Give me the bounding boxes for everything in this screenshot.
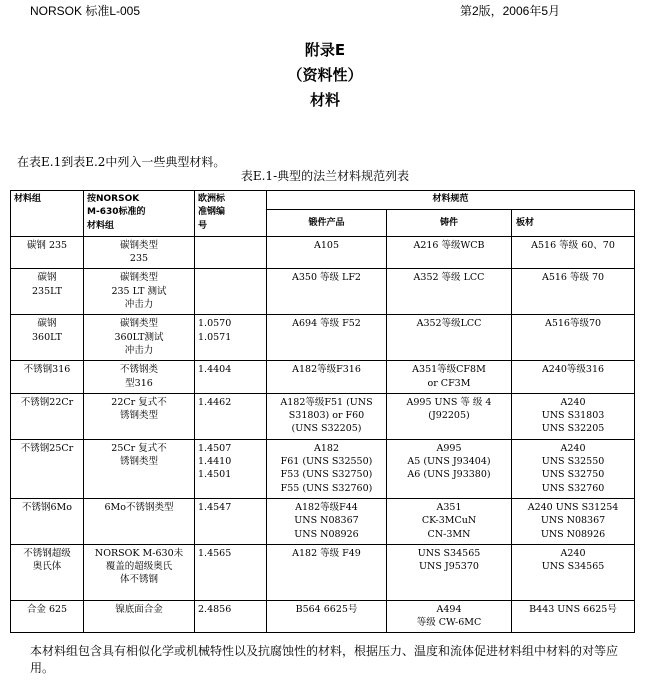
cell-line: A240 bbox=[560, 396, 586, 408]
table-row bbox=[11, 439, 635, 498]
cell-line: 235 bbox=[129, 253, 149, 265]
cell-line: 锈钢类型 bbox=[119, 456, 158, 468]
header-norsok-line: 按NORSOK bbox=[87, 194, 140, 204]
cell-line: B443 UNS 6625号 bbox=[529, 603, 617, 615]
cell-forgings bbox=[267, 393, 387, 439]
cell-line: 1.4410 bbox=[198, 456, 232, 468]
cell-plates bbox=[512, 361, 635, 394]
cell-line: 360LT测试 bbox=[114, 331, 164, 343]
cell-forgings bbox=[267, 269, 387, 315]
header-castings: 铸件 bbox=[387, 210, 512, 236]
header-eu-line: 准钢编 bbox=[198, 207, 226, 218]
cell-line: 2.4856 bbox=[198, 603, 232, 615]
cell-line: A240 UNS S31254 bbox=[527, 501, 619, 513]
cell-line: UNS N08926 bbox=[540, 528, 606, 540]
cell-eu-steel-number bbox=[195, 361, 267, 394]
cell-line: A182 等级 F49 bbox=[292, 547, 361, 559]
cell-norsok-group bbox=[84, 361, 195, 394]
cell-line: 6Mo不锈钢类型 bbox=[104, 501, 174, 513]
cell-line: UNS N08367 bbox=[294, 515, 359, 527]
cell-line: CK-3MCuN bbox=[421, 515, 477, 527]
cell-castings bbox=[387, 600, 512, 633]
cell-line: 不锈钢316 bbox=[23, 364, 71, 376]
cell-line: A5 (UNS J93404) bbox=[407, 456, 491, 468]
cell-plates bbox=[512, 498, 635, 544]
cell-norsok-group bbox=[84, 393, 195, 439]
header-eu-line: 欧洲标 bbox=[198, 194, 226, 204]
header-edition-date: 第2版，2006年5月 bbox=[459, 4, 560, 18]
cell-line: UNS S32205 bbox=[541, 423, 605, 435]
header-norsok-line: M-630标准的 bbox=[87, 207, 146, 218]
cell-line: 1.4547 bbox=[198, 501, 232, 513]
cell-line: 冲击力 bbox=[124, 299, 154, 311]
cell-line: A240 bbox=[560, 547, 586, 559]
cell-line: A350 等级 LF2 bbox=[292, 272, 361, 284]
cell-material-group bbox=[11, 498, 84, 544]
cell-line: 1.4501 bbox=[198, 469, 232, 481]
cell-line: 不锈钢超级 bbox=[23, 547, 71, 559]
cell-line: A182等级F51 (UNS bbox=[280, 396, 373, 408]
cell-norsok-group bbox=[84, 544, 195, 600]
cell-line: UNS S34565 bbox=[541, 561, 605, 573]
cell-forgings bbox=[267, 600, 387, 633]
cell-line: A352等级LCC bbox=[416, 318, 482, 330]
cell-line: F53 (UNS S32750) bbox=[280, 469, 373, 481]
cell-forgings bbox=[267, 236, 387, 269]
table-row bbox=[11, 600, 635, 633]
header-standard-name: NORSOK 标准L-005 bbox=[30, 4, 141, 18]
cell-eu-steel-number bbox=[195, 315, 267, 361]
cell-line: UNS N08367 bbox=[540, 515, 606, 527]
annex-title bbox=[0, 38, 650, 113]
cell-plates bbox=[512, 315, 635, 361]
cell-plates bbox=[512, 269, 635, 315]
cell-line: S31803) or F60 bbox=[288, 410, 365, 422]
cell-material-group bbox=[11, 361, 84, 394]
cell-material-group bbox=[11, 269, 84, 315]
cell-line: 等级 CW-6MC bbox=[416, 617, 482, 629]
header-eu-steel-number bbox=[195, 191, 267, 237]
annex-title-line-2: （资料性） bbox=[287, 66, 363, 84]
cell-line: 锈钢类型 bbox=[119, 410, 158, 422]
cell-line: 碳钢 235 bbox=[26, 239, 68, 251]
cell-line: CN-3MN bbox=[427, 528, 471, 540]
cell-castings bbox=[387, 544, 512, 600]
cell-line: A694 等级 F52 bbox=[292, 318, 361, 330]
cell-eu-steel-number bbox=[195, 439, 267, 498]
cell-material-group bbox=[11, 600, 84, 633]
cell-line: A240 bbox=[560, 442, 586, 454]
cell-eu-steel-number bbox=[195, 498, 267, 544]
footer-note: 本材料组包含具有相似化学或机械特性以及抗腐蚀性的材料，根据压力、温度和流体促进材料组中材料的对等应用。 bbox=[30, 644, 619, 675]
header-norsok-group bbox=[84, 191, 195, 237]
cell-eu-steel-number bbox=[195, 393, 267, 439]
cell-line: A182 bbox=[314, 442, 339, 454]
cell-line: A494 bbox=[436, 603, 462, 615]
table-row bbox=[11, 393, 635, 439]
cell-line: A995 UNS 等 级 4 bbox=[406, 396, 492, 408]
cell-line: 碳钢 bbox=[37, 272, 57, 284]
cell-line: F61 (UNS S32550) bbox=[280, 456, 373, 468]
cell-plates bbox=[512, 393, 635, 439]
cell-forgings bbox=[267, 439, 387, 498]
cell-line: 不锈钢6Mo bbox=[22, 501, 72, 513]
cell-line: UNS J95370 bbox=[419, 561, 479, 573]
cell-line: A216 等级WCB bbox=[413, 239, 485, 251]
cell-eu-steel-number bbox=[195, 600, 267, 633]
cell-line: NORSOK M-630未 bbox=[94, 547, 184, 559]
cell-line: A351 bbox=[436, 501, 462, 513]
cell-line: A240等级316 bbox=[541, 364, 605, 376]
cell-castings bbox=[387, 236, 512, 269]
cell-eu-steel-number bbox=[195, 236, 267, 269]
cell-line: 冲击力 bbox=[124, 344, 154, 356]
cell-castings bbox=[387, 393, 512, 439]
cell-line: A351等级CF8M bbox=[412, 364, 486, 376]
cell-eu-steel-number bbox=[195, 544, 267, 600]
cell-line: 235 LT 测试 bbox=[111, 285, 167, 297]
cell-line: 1.4565 bbox=[198, 547, 232, 559]
cell-line: A516 等级 60、70 bbox=[531, 239, 615, 251]
cell-plates bbox=[512, 544, 635, 600]
cell-plates bbox=[512, 439, 635, 498]
cell-line: 22Cr 复式不 bbox=[111, 396, 167, 408]
cell-material-group bbox=[11, 439, 84, 498]
cell-eu-steel-number bbox=[195, 269, 267, 315]
cell-line: 360LT bbox=[31, 331, 62, 343]
cell-line: UNS S34565 bbox=[417, 547, 481, 559]
cell-line: A6 (UNS J93380) bbox=[407, 469, 491, 481]
table-row bbox=[11, 236, 635, 269]
cell-castings bbox=[387, 269, 512, 315]
table-row bbox=[11, 315, 635, 361]
cell-material-group bbox=[11, 315, 84, 361]
header-eu-line: 号 bbox=[198, 220, 208, 231]
cell-norsok-group bbox=[84, 269, 195, 315]
cell-line: 型316 bbox=[125, 377, 153, 389]
cell-material-group bbox=[11, 236, 84, 269]
cell-plates bbox=[512, 236, 635, 269]
cell-line: 1.0571 bbox=[198, 331, 232, 343]
cell-line: B564 6625号 bbox=[295, 603, 358, 615]
cell-line: UNS S32550 bbox=[541, 456, 605, 468]
cell-line: UNS N08926 bbox=[294, 528, 359, 540]
table-row bbox=[11, 498, 635, 544]
cell-line: 合金 625 bbox=[26, 603, 68, 615]
table-row bbox=[11, 544, 635, 600]
cell-line: 碳钢类型 bbox=[119, 318, 158, 330]
cell-line: 1.0570 bbox=[198, 318, 232, 330]
cell-line: F55 (UNS S32760) bbox=[280, 482, 373, 494]
table-row bbox=[11, 361, 635, 394]
cell-line: 不锈钢类 bbox=[119, 364, 158, 376]
cell-line: UNS S32750 bbox=[541, 469, 605, 481]
header-material-group: 材料组 bbox=[11, 191, 84, 237]
cell-line: 1.4462 bbox=[198, 396, 232, 408]
cell-material-group bbox=[11, 393, 84, 439]
intro-paragraph: 在表E.1到表E.2中列入一些典型材料。 bbox=[17, 155, 226, 169]
cell-forgings bbox=[267, 498, 387, 544]
cell-line: 碳钢类型 bbox=[119, 239, 158, 251]
cell-line: 不锈钢22Cr bbox=[20, 396, 74, 408]
table-header-row bbox=[11, 191, 635, 210]
cell-castings bbox=[387, 315, 512, 361]
table-row bbox=[11, 269, 635, 315]
cell-material-group bbox=[11, 544, 84, 600]
cell-line: 碳钢类型 bbox=[119, 272, 158, 284]
cell-norsok-group bbox=[84, 600, 195, 633]
cell-line: UNS S32760 bbox=[541, 482, 605, 494]
cell-castings bbox=[387, 361, 512, 394]
cell-line: 镍底面合金 bbox=[115, 603, 163, 615]
header-material-spec: 材料规范 bbox=[267, 191, 635, 210]
cell-line: A105 bbox=[314, 239, 339, 251]
cell-forgings bbox=[267, 361, 387, 394]
cell-forgings bbox=[267, 315, 387, 361]
cell-castings bbox=[387, 439, 512, 498]
table-body bbox=[11, 236, 635, 633]
cell-castings bbox=[387, 498, 512, 544]
header-forgings: 锻件产品 bbox=[267, 210, 387, 236]
cell-line: or CF3M bbox=[427, 377, 471, 389]
cell-line: A516等级70 bbox=[544, 318, 602, 330]
annex-title-line-1: 附录E bbox=[304, 41, 346, 59]
cell-line: 235LT bbox=[31, 285, 62, 297]
cell-line: (J92205) bbox=[428, 410, 470, 422]
cell-line: 1.4507 bbox=[198, 442, 232, 454]
cell-line: UNS S31803 bbox=[541, 410, 605, 422]
cell-line: 不锈钢25Cr bbox=[20, 442, 74, 454]
cell-norsok-group bbox=[84, 236, 195, 269]
page-header bbox=[30, 2, 560, 18]
header-norsok-line: 材料组 bbox=[87, 220, 115, 231]
header-plates: 板材 bbox=[512, 210, 635, 236]
cell-line: A516 等级 70 bbox=[541, 272, 605, 284]
cell-norsok-group bbox=[84, 498, 195, 544]
cell-line: 25Cr 复式不 bbox=[111, 442, 167, 454]
cell-norsok-group bbox=[84, 439, 195, 498]
annex-title-line-3: 材料 bbox=[309, 91, 340, 109]
table-caption: 表E.1-典型的法兰材料规范列表 bbox=[240, 169, 410, 183]
cell-line: A995 bbox=[436, 442, 462, 454]
flange-material-table bbox=[10, 190, 635, 633]
cell-line: 体不锈钢 bbox=[119, 574, 158, 586]
cell-line: A352 等级 LCC bbox=[413, 272, 485, 284]
cell-line: A182等级F44 bbox=[295, 501, 358, 513]
cell-line: 奥氏体 bbox=[32, 561, 62, 573]
cell-line: (UNS S32205) bbox=[291, 423, 362, 435]
cell-norsok-group bbox=[84, 315, 195, 361]
cell-line: 覆盖的超级奥氏 bbox=[105, 561, 173, 573]
cell-plates bbox=[512, 600, 635, 633]
cell-line: 1.4404 bbox=[198, 364, 232, 376]
cell-line: 碳钢 bbox=[37, 318, 57, 330]
cell-forgings bbox=[267, 544, 387, 600]
cell-line: A182等级F316 bbox=[292, 364, 361, 376]
